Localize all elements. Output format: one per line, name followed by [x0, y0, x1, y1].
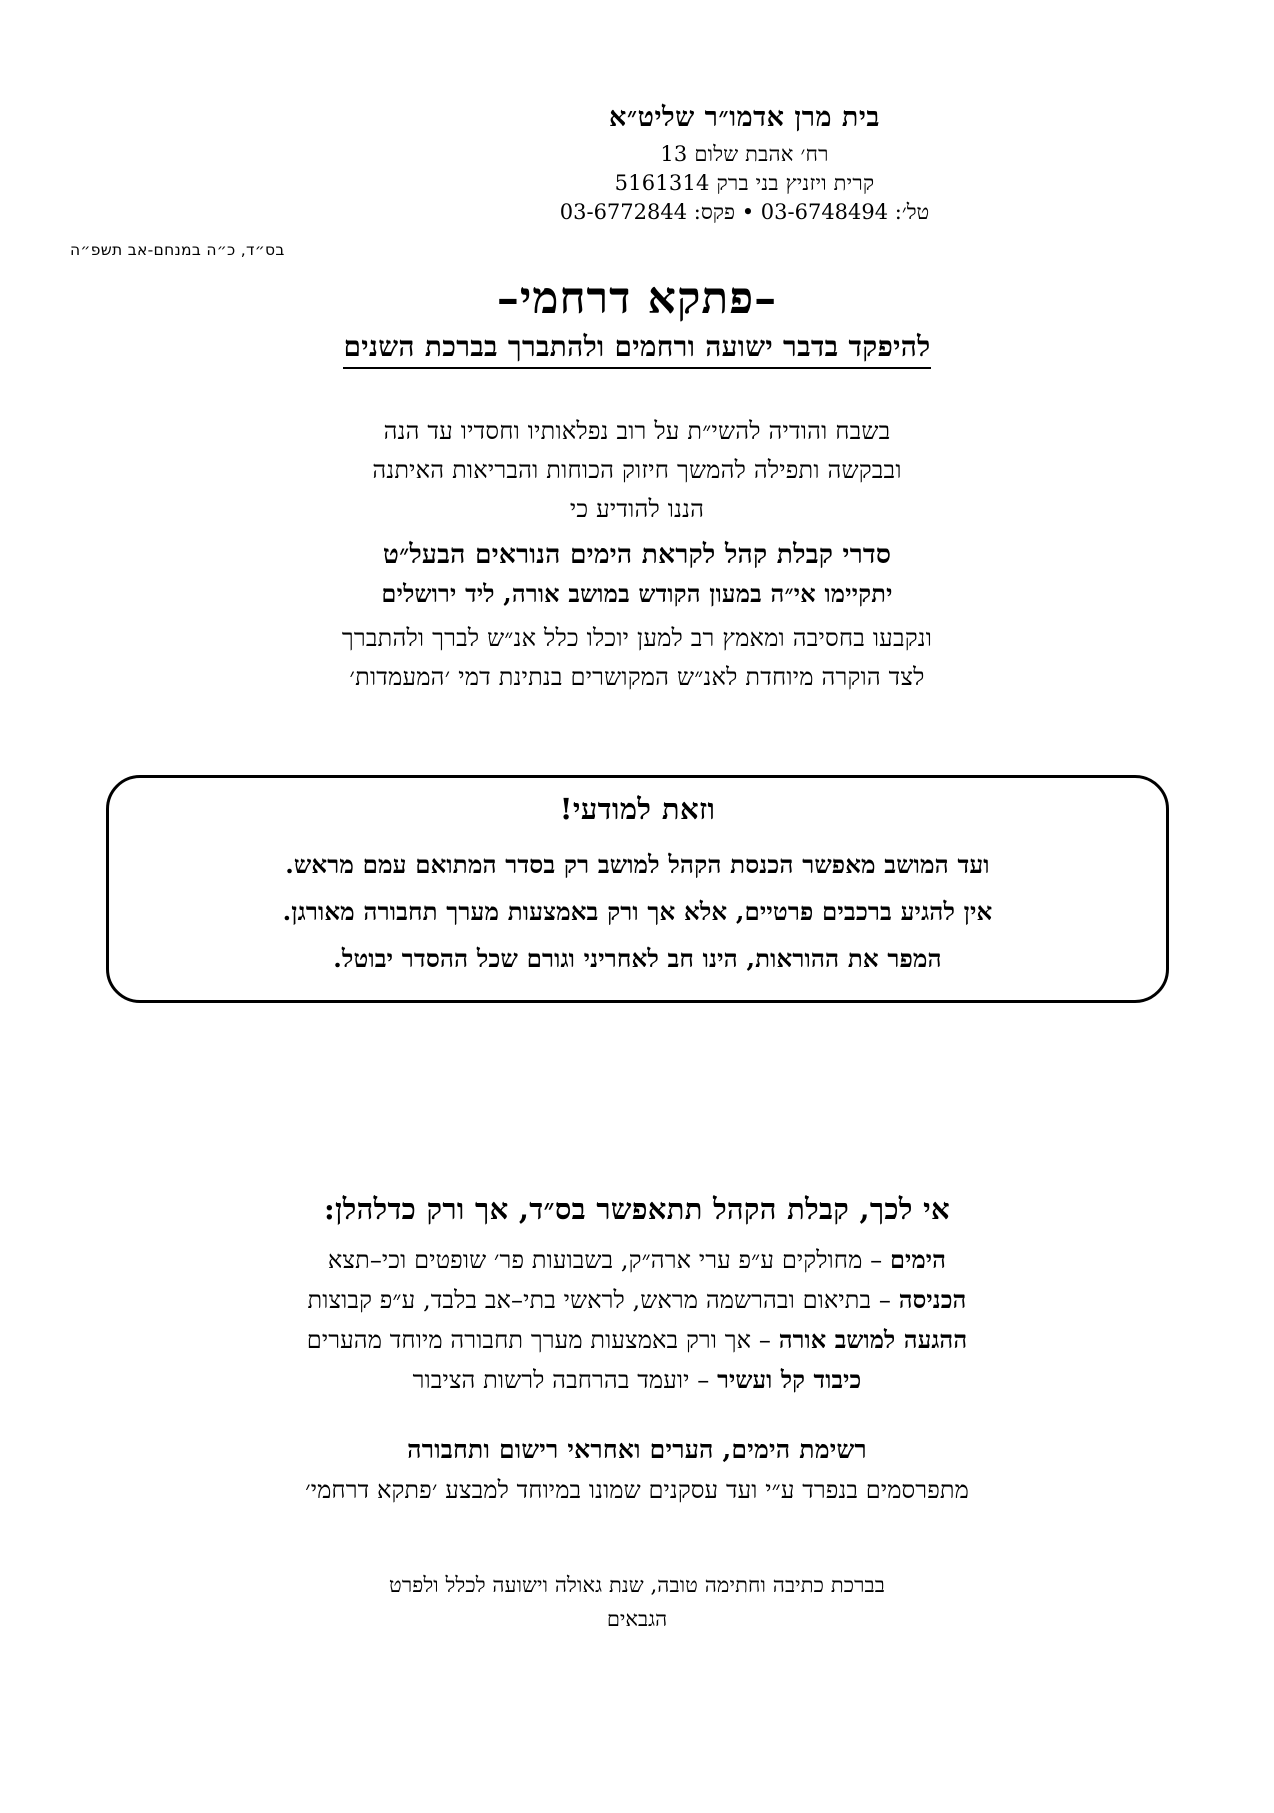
list-item: [0, 1280, 1274, 1320]
intro-line: ונקבעו בחסיבה ומאמץ רב למען יוכלו כלל אנ״ש לברך ולהתברך: [341, 624, 933, 652]
footer-block: [0, 1430, 1274, 1510]
intro-line: ובבקשה ותפילה להמשך חיזוק הכוחות והבריאות האיתנה: [372, 456, 902, 484]
letterhead-title: בית מרן אדמו״ר שליט״א: [609, 102, 880, 133]
notice-line: אין להגיע ברכבים פרטיים, אלא אך ורק באמצעות מערך תחבורה מאורגן.: [282, 897, 993, 926]
list-item-lead: כיבוד קל ועשיר: [717, 1365, 862, 1394]
page-subtitle-text: להיפקד בדבר ישועה ורחמים ולהתברך בברכת השנים: [343, 330, 930, 369]
list-item: [0, 1240, 1274, 1280]
list-item-text: – בתיאום ובהרשמה מראש, לראשי בתי–אב בלבד, ע״פ קבוצות: [307, 1286, 899, 1314]
footer-bold-line: רשימת הימים, הערים ואחראי רישום ותחבורה: [407, 1435, 867, 1464]
conclusion-heading: אי לכך, קבלת הקהל תתאפשר בס״ד, אך ורק כדלהלן:: [324, 1192, 950, 1226]
blessing-text: בברכת כתיבה וחתימה טובה, שנת גאולה וישועה לכלל ולפרט: [389, 1573, 885, 1597]
letterhead-street: רח׳ אהבת שלום 13: [660, 142, 829, 166]
letterhead-phones: טל׳: 03-6748494 • פקס: 03-6772844: [559, 200, 930, 224]
list-item-text: – יועמד בהרחבה לרשות הציבור: [412, 1366, 718, 1394]
list-item-lead: ההגעה למושב אורה: [778, 1325, 968, 1354]
notice-title: וזאת למודעי!: [559, 792, 716, 826]
announcement-location: יתקיימו אי״ה במעון הקודש במושב אורה, ליד ירושלים: [381, 579, 893, 608]
list-item-lead: הימים: [889, 1245, 947, 1274]
date-stamp: בס״ד, כ״ה במנחם-אב תשפ״ה: [70, 241, 285, 259]
page-subtitle: [0, 330, 1274, 369]
notice-line: ועד המושב מאפשר הכנסת הקהל למושב רק בסדר המתואם עמם מראש.: [285, 850, 990, 879]
signature: הגבאים: [606, 1607, 668, 1631]
intro-line: בשבח והודיה להשי״ת על רוב נפלאותיו וחסדיו עד הנה: [383, 417, 891, 445]
list-item-text: – אך ורק באמצעות מערך תחבורה מיוחד מהערים: [306, 1326, 779, 1354]
notice-line: המפר את ההוראות, הינו חב לאחריני וגורם שכל ההסדר יבוטל.: [333, 944, 942, 973]
list-item: [0, 1360, 1274, 1400]
intro-line: הננו להודיע כי: [569, 495, 705, 523]
page-title: –פתקא דרחמי–: [496, 273, 778, 324]
list-item-lead: הכניסה: [898, 1285, 967, 1314]
intro-line: לצד הוקרה מיוחדת לאנ״ש המקושרים בנתינת דמי ׳המעמדות׳: [349, 663, 925, 691]
announcement-highlight: סדרי קבלת קהל לקראת הימים הנוראים הבעל״ט: [382, 539, 892, 570]
list-item: [0, 1320, 1274, 1360]
detail-list: [0, 1240, 1274, 1400]
footer-regular-line: מתפרסמים בנפרד ע״י ועד עסקנים שמונו במיוחד למבצע ׳פתקא דרחמי׳: [305, 1476, 969, 1504]
letterhead: [0, 104, 1274, 223]
intro-block: [0, 412, 1274, 697]
blessing-block: [0, 1568, 1274, 1636]
list-item-text: – מחולקים ע״פ ערי ארה״ק, בשבועות פר׳ שופטים וכי–תצא: [327, 1246, 890, 1274]
notice-box: [106, 775, 1169, 1003]
letterhead-city: קרית ויזניץ בני ברק 5161314: [614, 171, 875, 195]
